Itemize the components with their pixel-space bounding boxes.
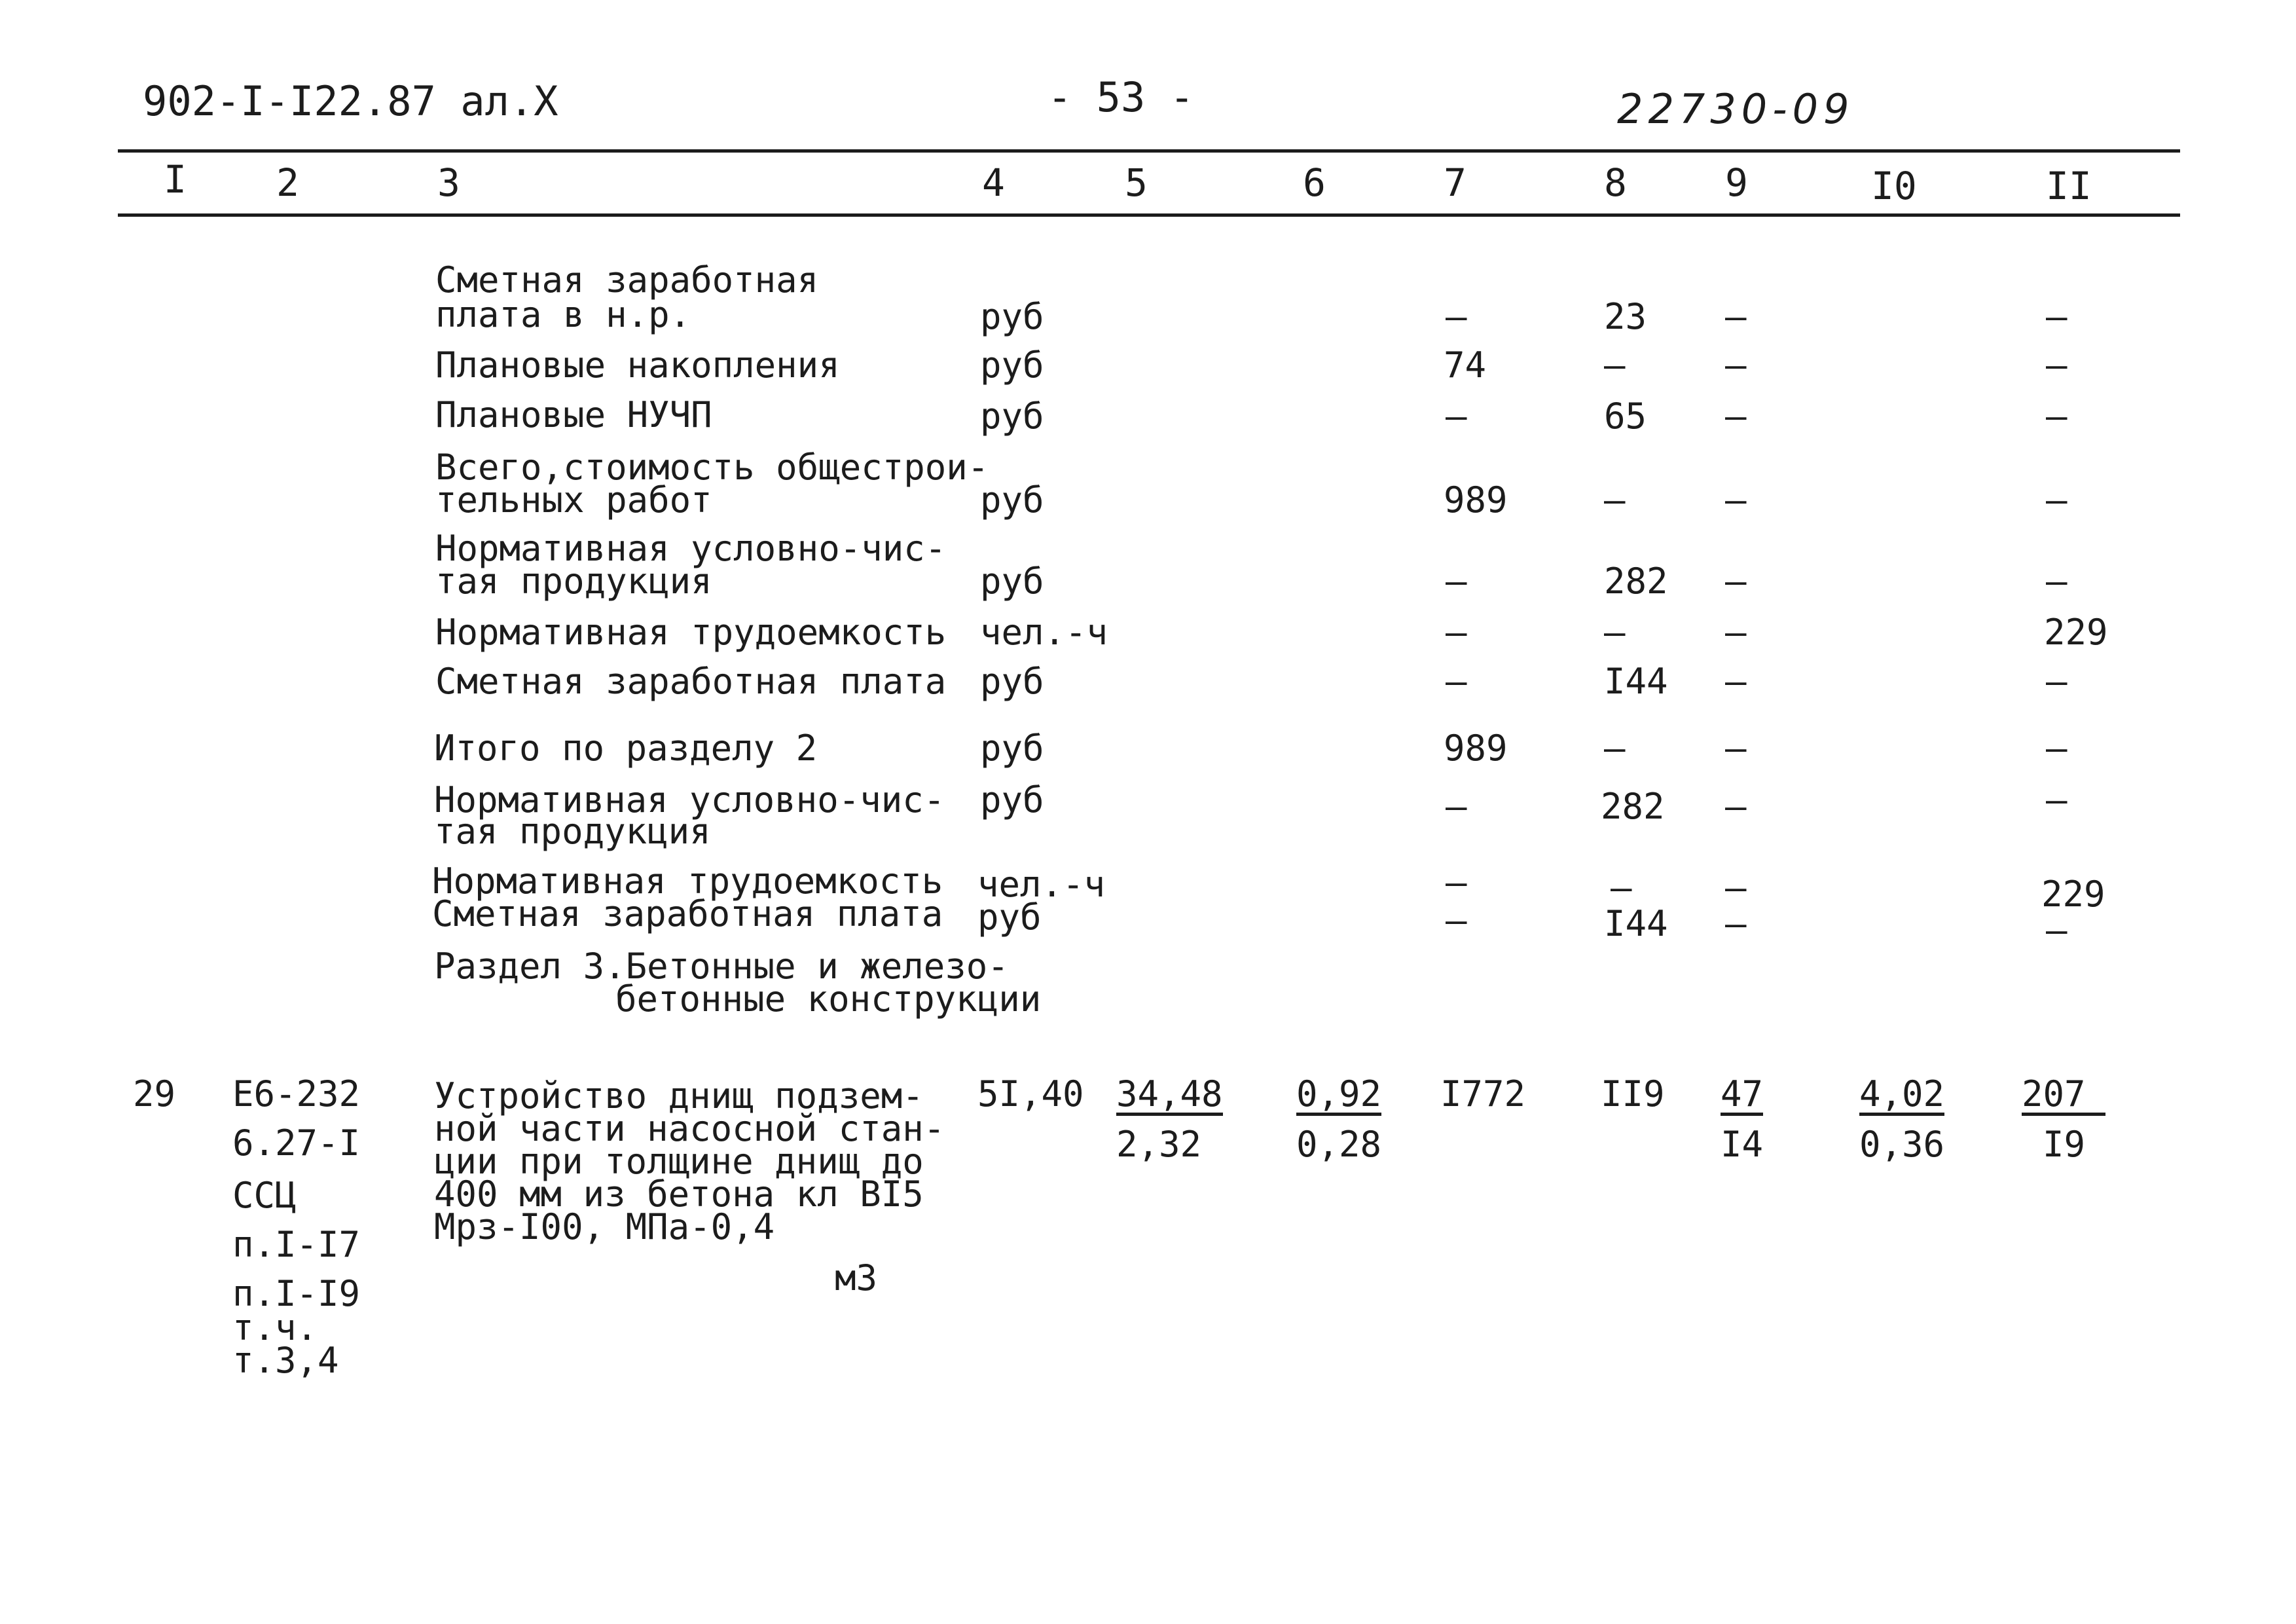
cell-col11: – (2046, 910, 2068, 951)
item-description: ной части насосной стан- (434, 1108, 945, 1149)
col-head-9: 9 (1725, 160, 1748, 205)
col-head-11: II (2046, 164, 2092, 208)
archive-number: 22730-09 (1617, 85, 1855, 133)
cell-col7: – (1446, 786, 1467, 827)
item-unit: м3 (835, 1257, 878, 1299)
cell-col10-bottom: 0,36 (1859, 1124, 1945, 1165)
row-label-cont: тая продукция (435, 561, 712, 602)
cell-col7: – (1446, 561, 1467, 602)
row-label: Сметная заработная плата (435, 661, 947, 702)
row-label: Сметная заработная (435, 259, 819, 301)
row-label: Нормативная условно-чис- (435, 528, 947, 569)
cell-col9: – (1725, 344, 1747, 386)
row-label: Нормативная условно-чис- (434, 779, 945, 821)
cell-col11: – (2046, 344, 2068, 386)
cell-col11: – (2046, 779, 2068, 821)
cell-col11-top: 207 (2022, 1077, 2105, 1116)
cell-col8: 65 (1604, 396, 1647, 437)
row-unit: руб (980, 296, 1044, 337)
cell-col7: – (1446, 396, 1467, 437)
page-number: - 53 - (1048, 73, 1194, 121)
cell-col9: – (1725, 903, 1747, 944)
cell-col8: 282 (1604, 561, 1668, 602)
section-title-cont: бетонные конструкции (615, 978, 1042, 1020)
row-label: Нормативная трудоемкость (432, 860, 943, 902)
cell-col9-top: 47 (1721, 1073, 1764, 1115)
cell-col7: 989 (1444, 728, 1508, 769)
cell-col7: 989 (1444, 479, 1508, 521)
item-description: 400 мм из бетона кл ВI5 (434, 1173, 924, 1215)
row-unit: руб (980, 344, 1044, 386)
cell-col9: – (1725, 867, 1747, 908)
item-code: т.3,4 (232, 1340, 339, 1381)
header-top-rule (118, 149, 2180, 153)
cell-col9-bottom: I4 (1721, 1124, 1764, 1165)
cell-col8: 282 (1601, 786, 1665, 827)
cell-col11-bottom: I9 (2043, 1124, 2086, 1165)
row-label: Плановые накопления (435, 344, 840, 386)
cell-col9: – (1725, 728, 1747, 769)
col-head-3: 3 (437, 160, 460, 205)
cell-col9: – (1725, 661, 1747, 702)
col-head-10: I0 (1871, 164, 1917, 208)
item-code: т.ч. (232, 1307, 318, 1348)
cell-col7: I772 (1440, 1073, 1526, 1115)
row-label-cont: тельных работ (435, 479, 712, 521)
row-unit: руб (977, 896, 1042, 938)
row-label-cont: плата в н.р. (435, 294, 691, 335)
cell-col9: – (1725, 612, 1747, 653)
item-number: 29 (133, 1073, 176, 1115)
row-unit: руб (980, 561, 1044, 602)
cell-col9: – (1725, 396, 1747, 437)
item-code: Е6-232 (232, 1073, 361, 1115)
cell-col11: – (2046, 561, 2068, 602)
cell-col5-bottom: 2,32 (1116, 1124, 1202, 1165)
cell-col11: – (2046, 728, 2068, 769)
cell-col7: – (1446, 862, 1467, 903)
row-unit: чел.-ч (977, 864, 1106, 905)
cell-col7: – (1446, 612, 1467, 653)
col-head-8: 8 (1604, 160, 1627, 205)
cell-col8: – (1604, 728, 1626, 769)
cell-col8: I44 (1604, 661, 1668, 702)
row-label: Всего,стоимость общестрои- (435, 447, 989, 488)
item-code: п.I-I9 (232, 1273, 361, 1314)
col-head-1: I (164, 157, 187, 202)
row-label: Плановые НУЧП (435, 394, 712, 435)
cell-col7: – (1446, 296, 1467, 337)
cell-col7: – (1446, 900, 1467, 941)
row-unit: руб (980, 661, 1044, 702)
header-bottom-rule (118, 213, 2180, 217)
row-unit: чел.-ч (980, 612, 1108, 653)
row-unit: руб (980, 479, 1044, 521)
cell-col8: I44 (1604, 903, 1668, 944)
item-description: Устройство днищ подзем- (434, 1075, 924, 1116)
cell-col11: 229 (2044, 612, 2108, 653)
row-label: Итого по разделу 2 (434, 728, 818, 769)
cell-col8: 23 (1604, 296, 1647, 337)
cell-col8: II9 (1601, 1073, 1665, 1115)
item-description: Мрз-I00, МПа-0,4 (434, 1206, 775, 1247)
row-label-cont: тая продукция (434, 811, 711, 852)
cell-col7: 74 (1444, 344, 1487, 386)
doc-code: 902-I-I22.87 ал.Х (143, 77, 558, 125)
col-head-7: 7 (1444, 160, 1467, 205)
row-unit: руб (980, 728, 1044, 769)
cell-col9: – (1725, 561, 1747, 602)
item-code: п.I-I7 (232, 1224, 361, 1265)
cell-col7: – (1446, 661, 1467, 702)
row-unit: руб (980, 779, 1044, 821)
cell-col8: – (1604, 479, 1626, 521)
item-description: ции при толщине днищ до (434, 1141, 924, 1182)
col-head-2: 2 (276, 160, 299, 205)
cell-col6-top: 0,92 (1296, 1073, 1382, 1115)
col-head-6: 6 (1303, 160, 1326, 205)
cell-col4: 5I,40 (977, 1073, 1084, 1115)
cell-col8: – (1604, 344, 1626, 386)
col-head-5: 5 (1125, 160, 1148, 205)
section-title: Раздел 3.Бетонные и железо- (434, 946, 1009, 987)
cell-col11: – (2046, 479, 2068, 521)
item-code: 6.27-I (232, 1122, 361, 1164)
cell-col11: – (2046, 396, 2068, 437)
cell-col11: – (2046, 661, 2068, 702)
cell-col8: – (1611, 867, 1632, 908)
cell-col9: – (1725, 479, 1747, 521)
cell-col6-bottom: 0,28 (1296, 1124, 1382, 1165)
cell-col11: 229 (2041, 874, 2105, 915)
col-head-4: 4 (982, 160, 1005, 205)
row-label: Нормативная трудоемкость (435, 612, 947, 653)
cell-col8: – (1604, 612, 1626, 653)
row-label: Сметная заработная плата (432, 893, 943, 934)
cell-col5-top: 34,48 (1116, 1073, 1223, 1115)
item-code: ССЦ (232, 1175, 297, 1216)
cell-col11: – (2046, 296, 2068, 337)
row-unit: руб (980, 396, 1044, 437)
cell-col9: – (1725, 786, 1747, 827)
cell-col9: – (1725, 296, 1747, 337)
cell-col10-top: 4,02 (1859, 1073, 1945, 1115)
